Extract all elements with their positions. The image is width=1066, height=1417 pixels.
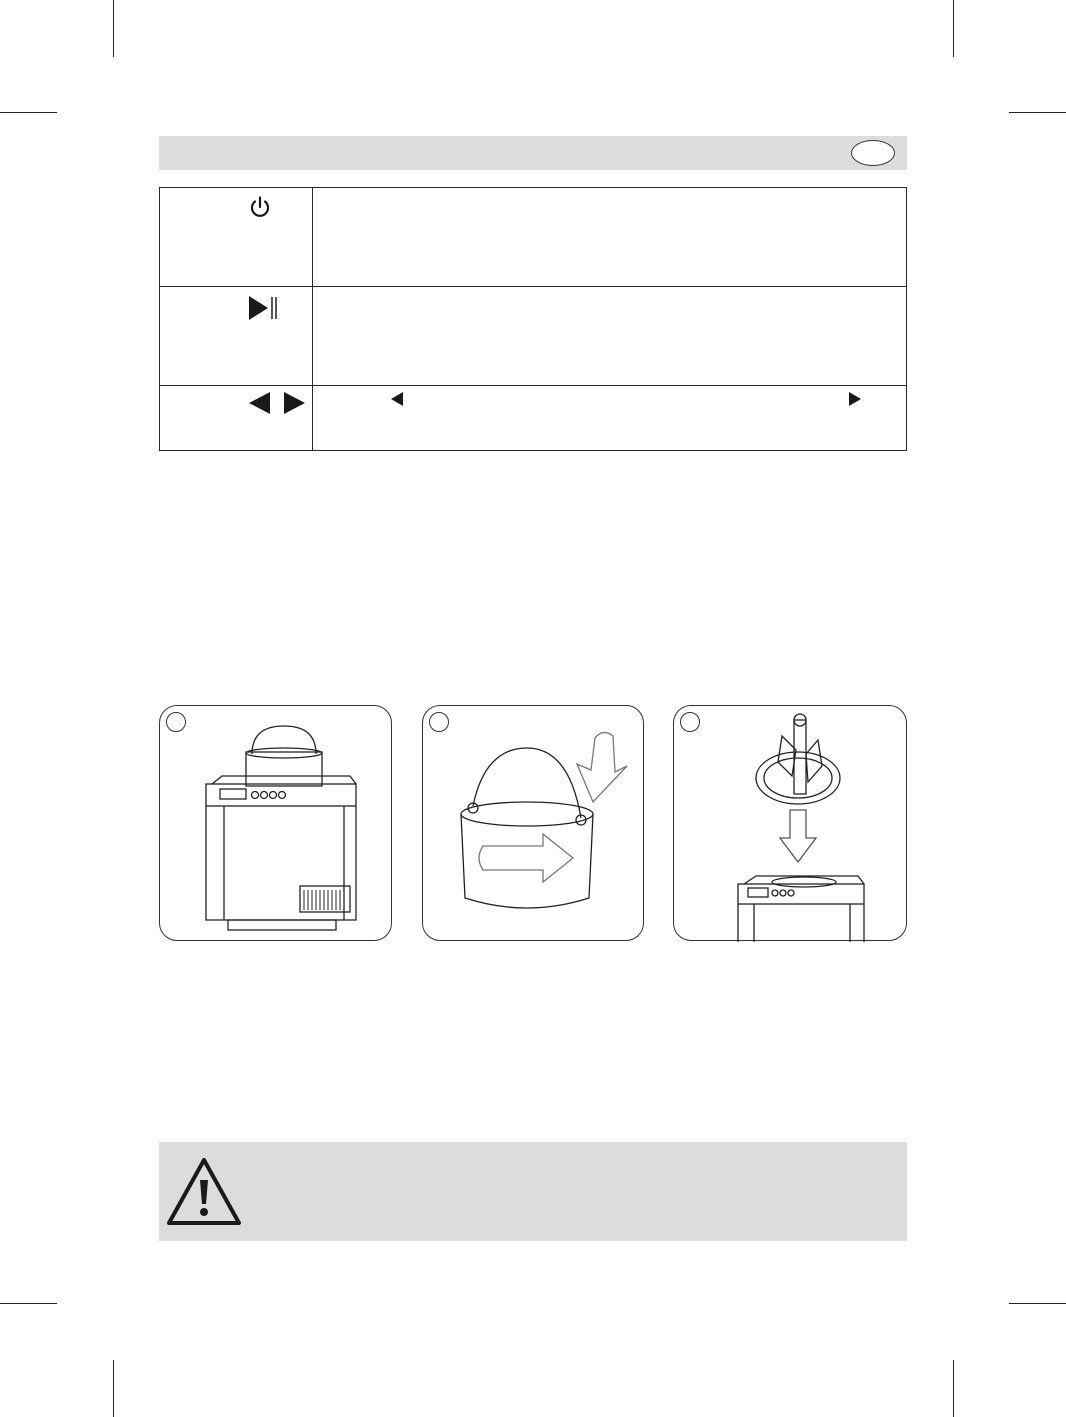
- warning-box: [159, 1142, 907, 1241]
- left-arrow-icon: [389, 391, 405, 407]
- crop-mark: [953, 0, 954, 57]
- table-row: [160, 287, 907, 386]
- play-pause-icon: [248, 295, 280, 321]
- section-header-bar: [159, 136, 907, 170]
- controls-table: [159, 187, 907, 451]
- table-row: [160, 386, 907, 451]
- language-badge: [851, 140, 895, 166]
- figure-3: [673, 705, 907, 941]
- description-cell: [313, 287, 907, 386]
- bowl-with-handle-rotate-icon: [423, 706, 645, 942]
- left-right-arrows-icon: [248, 391, 306, 415]
- crop-mark: [0, 1303, 57, 1304]
- crop-mark: [113, 1360, 114, 1417]
- figure-1: [159, 705, 392, 941]
- crop-mark: [1009, 1303, 1066, 1304]
- crop-mark: [953, 1360, 954, 1417]
- paddle-and-lid-insert-icon: [674, 706, 908, 942]
- right-arrow-icon: [847, 391, 863, 407]
- figure-2: [422, 705, 644, 941]
- power-icon: [248, 195, 272, 219]
- table-row: [160, 188, 907, 287]
- key-cell: [160, 386, 313, 451]
- description-cell: [313, 386, 907, 451]
- ice-cream-maker-with-bowl-icon: [160, 706, 393, 942]
- warning-triangle-icon: [165, 1156, 243, 1228]
- key-cell: [160, 287, 313, 386]
- crop-mark: [113, 0, 114, 57]
- crop-mark: [0, 112, 57, 113]
- crop-mark: [1009, 112, 1066, 113]
- key-cell: [160, 188, 313, 287]
- description-cell: [313, 188, 907, 287]
